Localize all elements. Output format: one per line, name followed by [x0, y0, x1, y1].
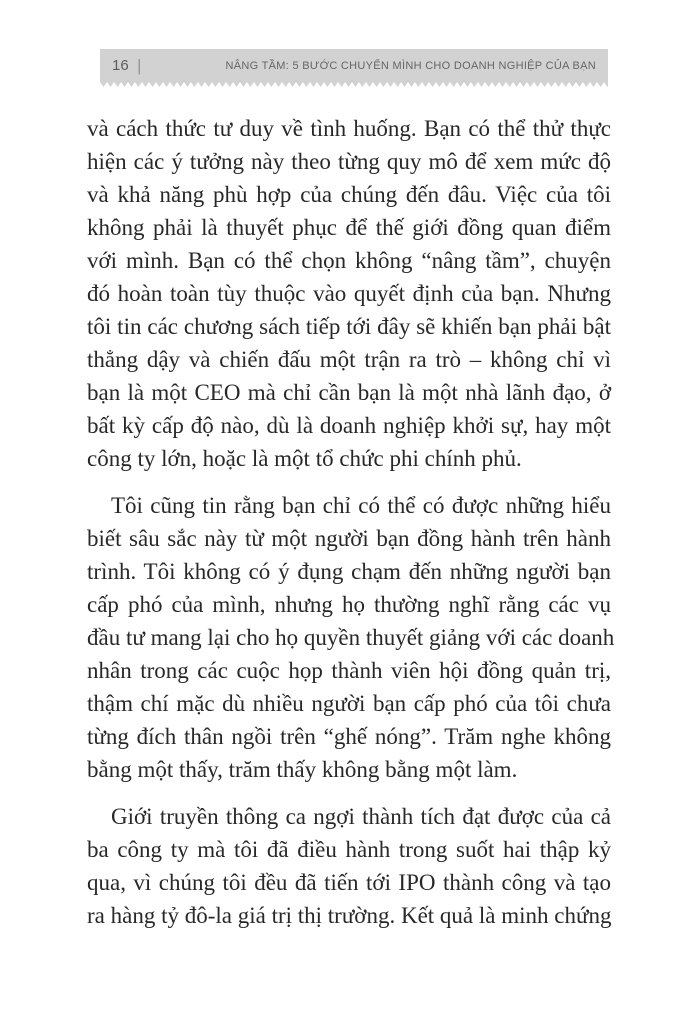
text-line: với mình. Bạn có thể chọn không “nâng tầm”, chuyện [87, 248, 611, 273]
text-line: tôi tin các chương sách tiếp tới đây sẽ khiến bạn phải bật [87, 314, 611, 339]
page-body [87, 112, 615, 932]
text-line: ra hàng tỷ đô-la giá trị thị trường. Kết quả là minh chứng [87, 903, 612, 928]
page-number: 16 [112, 57, 129, 74]
text-line: đầu tư mang lại cho họ quyền thuyết giảng với các doanh [87, 625, 615, 650]
running-title: NÂNG TẦM: 5 BƯỚC CHUYỂN MÌNH CHO DOANH NGHIỆP CỦA BẠN [225, 59, 596, 72]
text-line: Tôi cũng tin rằng bạn chỉ có thể có được những hiểu [111, 493, 611, 518]
text-line: công ty lớn, hoặc là một tổ chức phi chính phủ. [87, 446, 522, 471]
text-line: bạn là một CEO mà chỉ cần bạn là một nhà lãnh đạo, ở [87, 380, 611, 405]
text-line: cấp phó của mình, nhưng họ thường nghĩ rằng các vụ [87, 592, 611, 617]
text-line: hiện các ý tưởng này theo từng quy mô để xem mức độ [87, 149, 611, 174]
text-line: ba công ty mà tôi đã điều hành trong suốt hai thập kỷ [87, 837, 611, 862]
text-line: và cách thức tư duy về tình huống. Bạn có thể thử thực [87, 116, 611, 141]
header-separator: | [137, 55, 141, 75]
text-line: trình. Tôi không có ý đụng chạm đến những người bạn [87, 559, 611, 584]
paragraph [87, 800, 611, 932]
paragraph [87, 112, 611, 475]
page-number-group [112, 56, 141, 76]
text-line: Giới truyền thông ca ngợi thành tích đạt được của cả [111, 804, 611, 829]
page-header [100, 49, 608, 82]
text-line: đó hoàn toàn tùy thuộc vào quyết định của bạn. Nhưng [87, 281, 611, 306]
text-line: thẳng dậy và chiến đấu một trận ra trò – không chỉ vì [87, 347, 611, 372]
text-line: nhân trong các cuộc họp thành viên hội đồng quản trị, [87, 658, 611, 683]
text-line: bất kỳ cấp độ nào, dù là doanh nghiệp khởi sự, hay một [87, 413, 611, 438]
torn-edge-decoration [100, 82, 608, 87]
text-line: bằng một thấy, trăm thấy không bằng một làm. [87, 757, 518, 782]
text-line: biết sâu sắc này từ một người bạn đồng hành trên hành [87, 526, 611, 551]
text-line: thậm chí mặc dù nhiều người bạn cấp phó của tôi chưa [87, 691, 611, 716]
text-line: không phải là thuyết phục để thế giới đồng quan điểm [87, 215, 611, 240]
paragraph [87, 489, 615, 786]
text-line: từng đích thân ngồi trên “ghế nóng”. Trăm nghe không [87, 724, 611, 749]
text-line: và khả năng phù hợp của chúng đến đâu. Việc của tôi [87, 182, 611, 207]
text-line: qua, vì chúng tôi đều đã tiến tới IPO thành công và tạo [87, 870, 611, 895]
